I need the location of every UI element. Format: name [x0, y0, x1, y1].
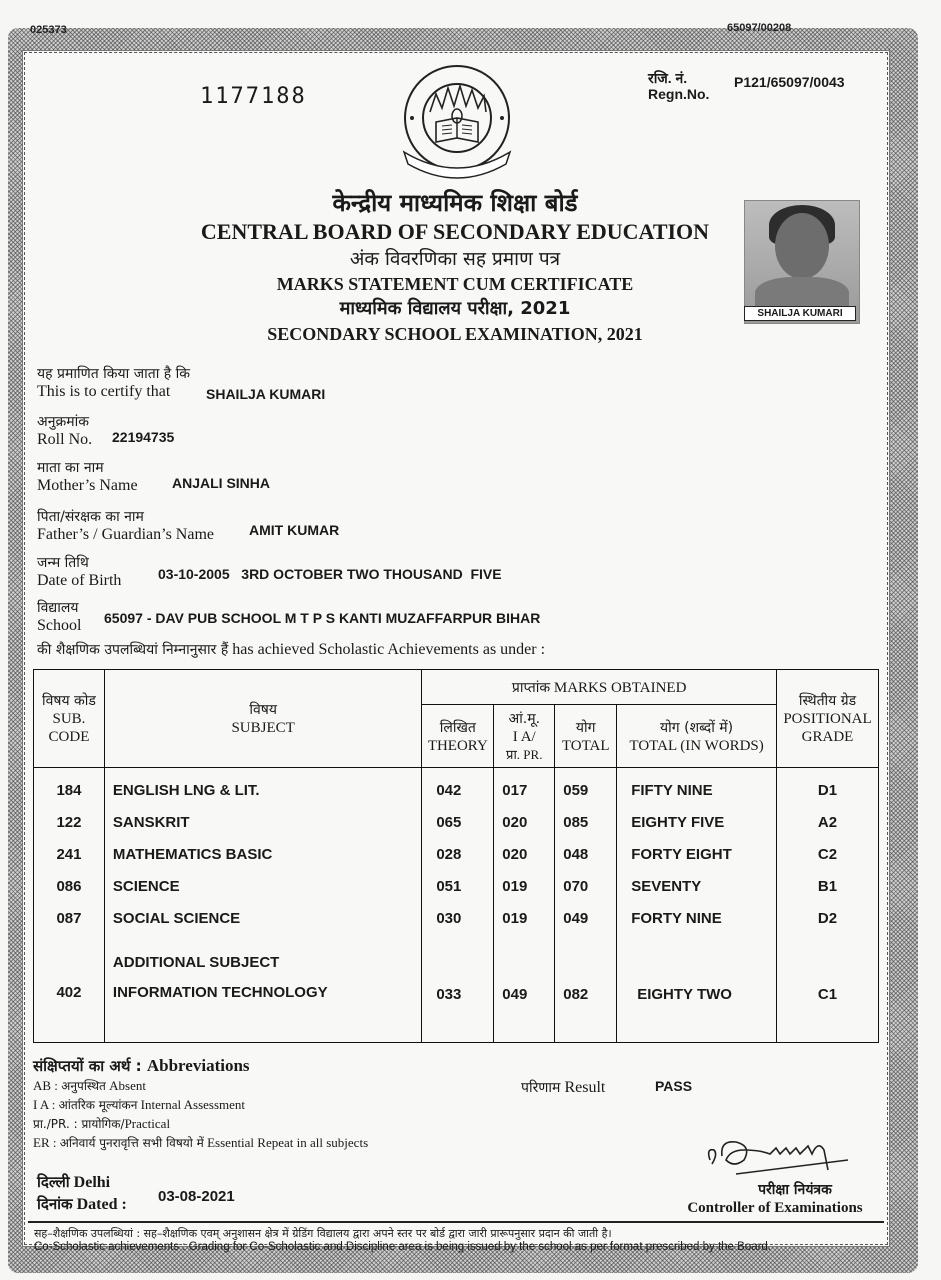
grade: C1 [776, 978, 878, 1043]
total-words: FORTY NINE [617, 902, 777, 934]
total-marks: 059 [555, 768, 617, 807]
table-row [34, 870, 879, 902]
abbr-key: AB : [33, 1078, 62, 1093]
father-label-english: Father’s / Guardian’s Name [37, 526, 214, 543]
subject-name: SCIENCE [104, 870, 421, 902]
sub-code: 087 [34, 902, 105, 934]
controller-of-examinations [670, 1180, 880, 1217]
grade: D1 [776, 768, 878, 807]
mother-label-english: Mother’s Name [37, 477, 138, 494]
date-of-birth: 03-10-2005 3RD OCTOBER TWO THOUSAND FIVE [158, 566, 502, 582]
sub-code: 241 [34, 838, 105, 870]
abbreviation-item [33, 1076, 368, 1095]
total-marks: 085 [555, 806, 617, 838]
ia-marks: 049 [494, 978, 555, 1043]
sub-code: 402 [34, 978, 105, 1043]
total-words: EIGHTY FIVE [617, 806, 777, 838]
dob-field [37, 554, 121, 590]
subject-name: SOCIAL SCIENCE [104, 902, 421, 934]
table-row [34, 838, 879, 870]
co-scholastic-note-english: Co-Scholastic achievements : Grading for Co-Scholastic and Discipline area is being issued by the school as per format prescribed by the Board. [34, 1241, 772, 1253]
grade: D2 [776, 902, 878, 934]
dob-label-english: Date of Birth [37, 572, 122, 589]
total-marks: 048 [555, 838, 617, 870]
header-theory-english: THEORY [427, 737, 488, 754]
result-label-english: Result [560, 1079, 606, 1096]
co-scholastic-note-hindi: सह–शैक्षणिक उपलब्धियां : सह–शैक्षणिक एवम् अनुशासन क्षेत्र में ग्रेडिंग विद्यालय द्वारा अपने स्तर पर बोर्ड द्वारा जारी प्रारूपनुसार प्रदान की जाती है। [34, 1227, 612, 1240]
header-total [555, 705, 617, 768]
abbr-english: Practical [124, 1116, 171, 1131]
abbreviation-item [33, 1133, 368, 1152]
total-words: FORTY EIGHT [617, 838, 777, 870]
header-subject [104, 670, 421, 768]
achievements-intro-hindi: की शैक्षणिक उपलब्धियां निम्नानुसार हैं [37, 642, 229, 658]
header-theory-hindi: लिखित [439, 719, 476, 736]
document-title-english: MARKS STATEMENT CUM CERTIFICATE [276, 274, 634, 294]
header-words-hindi: योग (शब्दों में) [660, 719, 734, 736]
ia-marks: 017 [494, 768, 555, 807]
header-theory [422, 705, 494, 768]
header-code-english: SUB. CODE [48, 711, 90, 745]
serial-number-top-left: 025373 [30, 24, 67, 36]
photo-name-label: SHAILJA KUMARI [744, 306, 856, 321]
abbr-key: I A : [33, 1097, 59, 1112]
abbr-hindi: आंतरिक मूल्यांकन [58, 1098, 138, 1112]
result-label-hindi: परिणाम [521, 1080, 561, 1096]
abbr-key: प्रा./PR. : [33, 1117, 82, 1131]
theory-marks: 042 [422, 768, 494, 807]
registration-label [648, 70, 709, 102]
board-name-hindi: केन्द्रीय माध्यमिक शिक्षा बोर्ड [332, 189, 578, 217]
total-words: SEVENTY [617, 870, 777, 902]
issue-date: 03-08-2021 [158, 1188, 235, 1205]
header-ia-pr [494, 705, 555, 768]
cbse-emblem-icon [392, 60, 522, 182]
board-name-english: CENTRAL BOARD OF SECONDARY EDUCATION [200, 219, 710, 244]
place-hindi: दिल्ली [37, 1173, 70, 1191]
table-row [34, 902, 879, 934]
header-ia-hindi: आं.मू. [508, 710, 541, 727]
header-total-english: TOTAL [561, 737, 610, 754]
header-positional-grade [776, 670, 878, 768]
abbreviations-title-english: Abbreviations [146, 1056, 250, 1075]
abbr-english: Essential Repeat in all subjects [203, 1135, 369, 1150]
sub-code: 122 [34, 806, 105, 838]
header-pr: प्रा. PR. [506, 746, 543, 762]
footer-divider [28, 1221, 884, 1223]
certify-field [37, 365, 190, 401]
controller-signature-icon [700, 1120, 880, 1180]
subject-name: INFORMATION TECHNOLOGY [104, 978, 421, 1043]
total-marks: 070 [555, 870, 617, 902]
result-value: PASS [655, 1078, 693, 1094]
ia-marks: 019 [494, 902, 555, 934]
abbr-hindi: अनिवार्य पुनरावृत्ति सभी विषयो में [59, 1136, 204, 1150]
total-marks: 082 [555, 978, 617, 1043]
registration-number: P121/65097/0043 [734, 74, 845, 90]
ia-marks: 019 [494, 870, 555, 902]
header-subject-hindi: विषय [249, 702, 277, 718]
abbr-hindi: अनुपस्थित [61, 1079, 106, 1093]
father-label-hindi: पिता/संरक्षक का नाम [37, 509, 144, 525]
mother-field [37, 459, 138, 495]
abbreviation-item [33, 1095, 368, 1114]
header-marks-english: MARKS OBTAINED [553, 679, 687, 696]
abbreviation-item [33, 1114, 368, 1133]
header-grade-english-2: GRADE [801, 729, 854, 745]
mother-name: ANJALI SINHA [172, 475, 271, 491]
grade: B1 [776, 870, 878, 902]
header-subject-english: SUBJECT [231, 720, 295, 736]
abbreviations [33, 1056, 368, 1152]
sub-code: 184 [34, 768, 105, 807]
ia-marks: 020 [494, 806, 555, 838]
exam-title-hindi: माध्यमिक विद्यालय परीक्षा, 2021 [339, 298, 571, 319]
total-words: FIFTY NINE [617, 768, 777, 807]
achievements-intro [37, 640, 545, 659]
controller-english: Controller of Examinations [687, 1200, 863, 1216]
roll-field [37, 413, 92, 449]
school-label-hindi: विद्यालय [37, 600, 79, 616]
header-ia-english: I A/ [512, 728, 536, 745]
result-label [521, 1078, 605, 1097]
achievements-intro-english: has achieved Scholastic Achievements as under : [228, 641, 546, 658]
subject-name: ENGLISH LNG & LIT. [104, 768, 421, 807]
grade: A2 [776, 806, 878, 838]
total-words: EIGHTY TWO [617, 978, 777, 1043]
total-marks: 049 [555, 902, 617, 934]
roll-number: 22194735 [112, 429, 175, 445]
table-row [34, 978, 879, 1043]
additional-subject-label: ADDITIONAL SUBJECT [104, 934, 421, 978]
header-total-hindi: योग [575, 719, 596, 736]
header-marks-hindi: प्राप्तांक [511, 679, 551, 696]
theory-marks: 028 [422, 838, 494, 870]
abbreviations-title-hindi: संक्षिप्तयों का अर्थ : [33, 1057, 147, 1075]
header-grade-english-1: POSITIONAL [783, 711, 872, 727]
abbr-key: ER : [33, 1135, 60, 1150]
header-code-hindi: विषय कोड [41, 693, 96, 709]
father-name: AMIT KUMAR [249, 522, 340, 538]
abbr-english: Absent [105, 1078, 146, 1093]
table-row [34, 806, 879, 838]
document-title-hindi: अंक विवरणिका सह प्रमाण पत्र [349, 248, 561, 270]
theory-marks: 030 [422, 902, 494, 934]
abbr-english: Internal Assessment [137, 1097, 246, 1112]
ia-marks: 020 [494, 838, 555, 870]
table-row [34, 768, 879, 807]
dated-hindi: दिनांक [37, 1195, 73, 1213]
roll-label-hindi: अनुक्रमांक [37, 414, 89, 430]
subject-name: MATHEMATICS BASIC [104, 838, 421, 870]
mother-label-hindi: माता का नाम [37, 460, 104, 476]
dated-english: Dated : [72, 1196, 127, 1213]
header-words-english: TOTAL (IN WORDS) [629, 737, 764, 754]
theory-marks: 033 [422, 978, 494, 1043]
school-label-english: School [37, 617, 82, 634]
controller-hindi: परीक्षा नियंत्रक [758, 1182, 832, 1198]
header-sub-code [34, 670, 105, 768]
student-name: SHAILJA KUMARI [206, 386, 326, 402]
certify-label-english: This is to certify that [37, 383, 171, 400]
serial-number-top-right: 65097/00208 [727, 22, 792, 34]
dob-label-hindi: जन्म तिथि [37, 555, 89, 571]
marks-table [33, 669, 879, 1043]
theory-marks: 051 [422, 870, 494, 902]
theory-marks: 065 [422, 806, 494, 838]
certify-label-hindi: यह प्रमाणित किया जाता है कि [37, 366, 191, 382]
place-and-date [37, 1172, 127, 1216]
registration-label-hindi: रजि. नं. [648, 70, 688, 86]
grade: C2 [776, 838, 878, 870]
additional-subject-label-row [34, 934, 879, 978]
co-scholastic-note [34, 1226, 771, 1253]
registration-label-english: Regn.No. [648, 86, 710, 102]
abbreviations-title [33, 1056, 368, 1076]
header-grade-hindi: स्थितीय ग्रेड [798, 693, 857, 709]
school-name: 65097 - DAV PUB SCHOOL M T P S KANTI MUZAFFARPUR BIHAR [104, 610, 541, 626]
school-field [37, 599, 81, 635]
exam-title-english: SECONDARY SCHOOL EXAMINATION, 2021 [267, 324, 643, 344]
subject-name: SANSKRIT [104, 806, 421, 838]
place-english: Delhi [69, 1174, 111, 1191]
sub-code: 086 [34, 870, 105, 902]
roll-label-english: Roll No. [37, 431, 93, 448]
certificate-titles [150, 188, 760, 346]
header-total-words [617, 705, 777, 768]
father-field [37, 508, 214, 544]
certificate-number: 1177188 [200, 84, 307, 109]
abbr-hindi: प्रायोगिक/ [81, 1117, 125, 1131]
header-marks-obtained [422, 670, 777, 705]
